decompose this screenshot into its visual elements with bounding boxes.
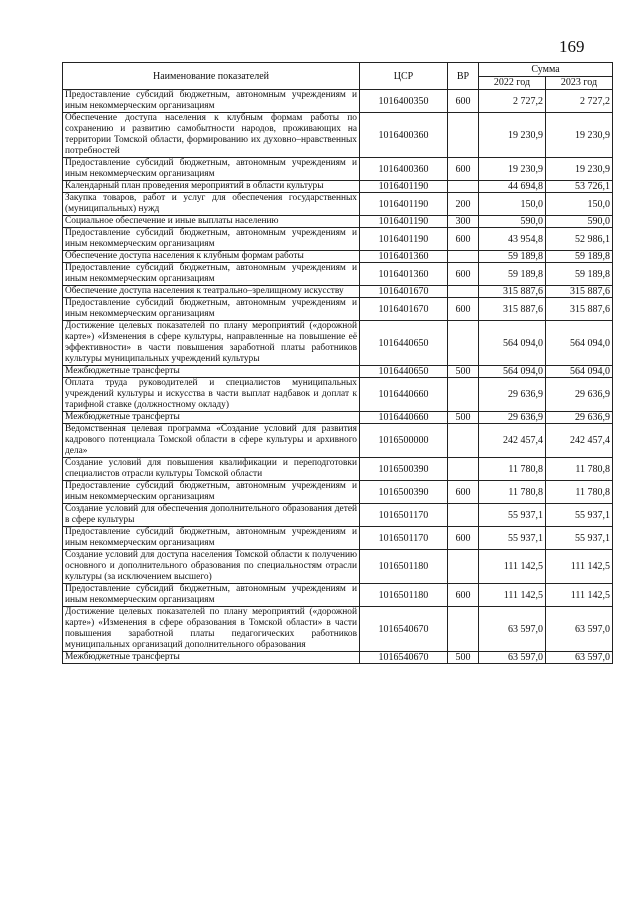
- header-sum: Сумма: [479, 63, 613, 77]
- row-csr: 1016400350: [360, 90, 448, 113]
- row-vr: [448, 321, 479, 366]
- row-csr: 1016401360: [360, 263, 448, 286]
- row-csr: 1016400360: [360, 158, 448, 181]
- row-sum-2023: 315 887,6: [546, 286, 613, 298]
- row-sum-2022: 29 636,9: [479, 378, 546, 412]
- table-row: [63, 378, 613, 412]
- row-name: Межбюджетные трансферты: [63, 366, 360, 378]
- row-sum-2022: 315 887,6: [479, 298, 546, 321]
- row-vr: [448, 504, 479, 527]
- row-sum-2022: 59 189,8: [479, 251, 546, 263]
- row-csr: 1016500000: [360, 424, 448, 458]
- table-row: [63, 193, 613, 216]
- row-csr: 1016401190: [360, 181, 448, 193]
- row-sum-2023: 150,0: [546, 193, 613, 216]
- row-sum-2023: 11 780,8: [546, 458, 613, 481]
- table-body: [63, 90, 613, 664]
- row-vr: [448, 607, 479, 652]
- row-vr: 200: [448, 193, 479, 216]
- table-row: [63, 607, 613, 652]
- row-name: Предоставление субсидий бюджетным, автономным учреждениям и иным некоммерческим организациям: [63, 584, 360, 607]
- row-sum-2023: 564 094,0: [546, 321, 613, 366]
- header-csr: ЦСР: [360, 63, 448, 90]
- table-row: [63, 113, 613, 158]
- row-vr: 600: [448, 263, 479, 286]
- row-csr: 1016401670: [360, 298, 448, 321]
- row-sum-2023: 11 780,8: [546, 481, 613, 504]
- row-sum-2022: 315 887,6: [479, 286, 546, 298]
- row-name: Ведомственная целевая программа «Создание условий для развития кадрового потенциала Томской области в сфере культуры и архивного дела»: [63, 424, 360, 458]
- table-row: [63, 458, 613, 481]
- page-number: 169: [559, 37, 585, 56]
- row-vr: [448, 550, 479, 584]
- table-row: [63, 412, 613, 424]
- row-sum-2022: 43 954,8: [479, 228, 546, 251]
- row-sum-2022: 2 727,2: [479, 90, 546, 113]
- table-row: [63, 584, 613, 607]
- row-csr: 1016400360: [360, 113, 448, 158]
- row-csr: 1016540670: [360, 607, 448, 652]
- row-csr: 1016501180: [360, 550, 448, 584]
- budget-table: [62, 62, 613, 664]
- row-sum-2022: 150,0: [479, 193, 546, 216]
- row-sum-2023: 315 887,6: [546, 298, 613, 321]
- header-year-2023: 2023 год: [546, 76, 613, 90]
- row-sum-2022: 59 189,8: [479, 263, 546, 286]
- row-sum-2022: 11 780,8: [479, 481, 546, 504]
- row-name: Межбюджетные трансферты: [63, 652, 360, 664]
- row-vr: 600: [448, 158, 479, 181]
- row-csr: 1016440650: [360, 366, 448, 378]
- row-sum-2023: 2 727,2: [546, 90, 613, 113]
- table-row: [63, 321, 613, 366]
- row-sum-2022: 55 937,1: [479, 504, 546, 527]
- row-sum-2022: 242 457,4: [479, 424, 546, 458]
- row-name: Создание условий для доступа населения Томской области к получению основного и дополнительного образования по специальностям отрасли культуры (за исключением высшего): [63, 550, 360, 584]
- row-sum-2022: 55 937,1: [479, 527, 546, 550]
- table-row: [63, 481, 613, 504]
- row-vr: [448, 113, 479, 158]
- row-csr: 1016401190: [360, 216, 448, 228]
- row-sum-2022: 19 230,9: [479, 113, 546, 158]
- row-name: Закупка товаров, работ и услуг для обеспечения государственных (муниципальных) нужд: [63, 193, 360, 216]
- row-vr: 500: [448, 652, 479, 664]
- row-name: Предоставление субсидий бюджетным, автономным учреждениям и иным некоммерческим организациям: [63, 481, 360, 504]
- row-sum-2023: 59 189,8: [546, 263, 613, 286]
- row-sum-2022: 19 230,9: [479, 158, 546, 181]
- table-row: [63, 652, 613, 664]
- row-name: Предоставление субсидий бюджетным, автономным учреждениям и иным некоммерческим организациям: [63, 158, 360, 181]
- row-name: Предоставление субсидий бюджетным, автономным учреждениям и иным некоммерческим организациям: [63, 298, 360, 321]
- row-vr: 600: [448, 527, 479, 550]
- row-sum-2022: 44 694,8: [479, 181, 546, 193]
- row-vr: [448, 458, 479, 481]
- row-name: Предоставление субсидий бюджетным, автономным учреждениям и иным некоммерческим организациям: [63, 527, 360, 550]
- row-csr: 1016401360: [360, 251, 448, 263]
- table-row: [63, 550, 613, 584]
- row-sum-2023: 19 230,9: [546, 158, 613, 181]
- row-sum-2023: 53 726,1: [546, 181, 613, 193]
- row-sum-2022: 11 780,8: [479, 458, 546, 481]
- header-vr: ВР: [448, 63, 479, 90]
- row-name: Межбюджетные трансферты: [63, 412, 360, 424]
- row-csr: 1016440650: [360, 321, 448, 366]
- row-csr: 1016440660: [360, 412, 448, 424]
- row-name: Обеспечение доступа населения к театрально–зрелищному искусству: [63, 286, 360, 298]
- row-sum-2022: 564 094,0: [479, 366, 546, 378]
- row-sum-2023: 59 189,8: [546, 251, 613, 263]
- row-vr: [448, 286, 479, 298]
- row-vr: [448, 378, 479, 412]
- table-row: [63, 298, 613, 321]
- row-vr: 600: [448, 584, 479, 607]
- table-row: [63, 158, 613, 181]
- table-row: [63, 366, 613, 378]
- row-name: Достижение целевых показателей по плану мероприятий («дорожной карте») «Изменения в сфере культуры, направленные на повышение её эффективности» в части повышения заработной платы работников культуры муниципальных учреждений культуры: [63, 321, 360, 366]
- row-sum-2022: 111 142,5: [479, 550, 546, 584]
- row-csr: 1016401670: [360, 286, 448, 298]
- row-sum-2023: 63 597,0: [546, 652, 613, 664]
- row-name: Обеспечение доступа населения к клубным формам работы по сохранению и развитию самобытности народов, проживающих на территории Томской области, формированию их духовно–нравственных потребностей: [63, 113, 360, 158]
- table-row: [63, 527, 613, 550]
- row-vr: [448, 251, 479, 263]
- row-vr: 300: [448, 216, 479, 228]
- row-csr: 1016500390: [360, 458, 448, 481]
- row-sum-2023: 111 142,5: [546, 584, 613, 607]
- row-name: Предоставление субсидий бюджетным, автономным учреждениям и иным некоммерческим организациям: [63, 263, 360, 286]
- row-vr: [448, 181, 479, 193]
- row-sum-2023: 29 636,9: [546, 378, 613, 412]
- row-sum-2023: 590,0: [546, 216, 613, 228]
- row-sum-2023: 111 142,5: [546, 550, 613, 584]
- row-name: Предоставление субсидий бюджетным, автономным учреждениям и иным некоммерческим организациям: [63, 90, 360, 113]
- row-sum-2022: 29 636,9: [479, 412, 546, 424]
- row-csr: 1016501170: [360, 504, 448, 527]
- row-sum-2023: 242 457,4: [546, 424, 613, 458]
- row-name: Создание условий для обеспечения дополнительного образования детей в сфере культуры: [63, 504, 360, 527]
- table-row: [63, 228, 613, 251]
- row-name: Достижение целевых показателей по плану мероприятий («дорожной карте») «Изменения в сфере образования в Томской области» в части повышения заработной платы педагогических работников муниципальных организаций дополнительного образования: [63, 607, 360, 652]
- row-sum-2022: 564 094,0: [479, 321, 546, 366]
- row-csr: 1016440660: [360, 378, 448, 412]
- table-row: [63, 181, 613, 193]
- row-sum-2023: 52 986,1: [546, 228, 613, 251]
- row-sum-2022: 590,0: [479, 216, 546, 228]
- row-sum-2023: 55 937,1: [546, 527, 613, 550]
- table-row: [63, 90, 613, 113]
- row-sum-2023: 564 094,0: [546, 366, 613, 378]
- header-year-2022: 2022 год: [479, 76, 546, 90]
- row-name: Предоставление субсидий бюджетным, автономным учреждениям и иным некоммерческим организациям: [63, 228, 360, 251]
- table-row: [63, 286, 613, 298]
- row-vr: 600: [448, 228, 479, 251]
- row-name: Социальное обеспечение и иные выплаты населению: [63, 216, 360, 228]
- row-csr: 1016501180: [360, 584, 448, 607]
- table-row: [63, 216, 613, 228]
- table-row: [63, 424, 613, 458]
- row-name: Обеспечение доступа населения к клубным формам работы: [63, 251, 360, 263]
- row-csr: 1016540670: [360, 652, 448, 664]
- row-sum-2023: 55 937,1: [546, 504, 613, 527]
- table-row: [63, 251, 613, 263]
- header-name: Наименование показателей: [63, 63, 360, 90]
- row-sum-2022: 111 142,5: [479, 584, 546, 607]
- row-vr: 600: [448, 90, 479, 113]
- row-csr: 1016401190: [360, 228, 448, 251]
- row-vr: 600: [448, 298, 479, 321]
- row-csr: 1016501170: [360, 527, 448, 550]
- row-sum-2023: 63 597,0: [546, 607, 613, 652]
- row-name: Оплата труда руководителей и специалистов муниципальных учреждений культуры и искусства в части выплат надбавок и доплат к тарифной ставке (должностному окладу): [63, 378, 360, 412]
- table-row: [63, 263, 613, 286]
- row-csr: 1016401190: [360, 193, 448, 216]
- row-name: Календарный план проведения мероприятий в области культуры: [63, 181, 360, 193]
- table-header: [63, 63, 613, 90]
- row-vr: [448, 424, 479, 458]
- row-vr: 500: [448, 412, 479, 424]
- row-sum-2023: 29 636,9: [546, 412, 613, 424]
- row-name: Создание условий для повышения квалификации и переподготовки специалистов отрасли культуры Томской области: [63, 458, 360, 481]
- row-sum-2022: 63 597,0: [479, 652, 546, 664]
- row-csr: 1016500390: [360, 481, 448, 504]
- table-row: [63, 504, 613, 527]
- row-vr: 600: [448, 481, 479, 504]
- row-sum-2023: 19 230,9: [546, 113, 613, 158]
- row-sum-2022: 63 597,0: [479, 607, 546, 652]
- row-vr: 500: [448, 366, 479, 378]
